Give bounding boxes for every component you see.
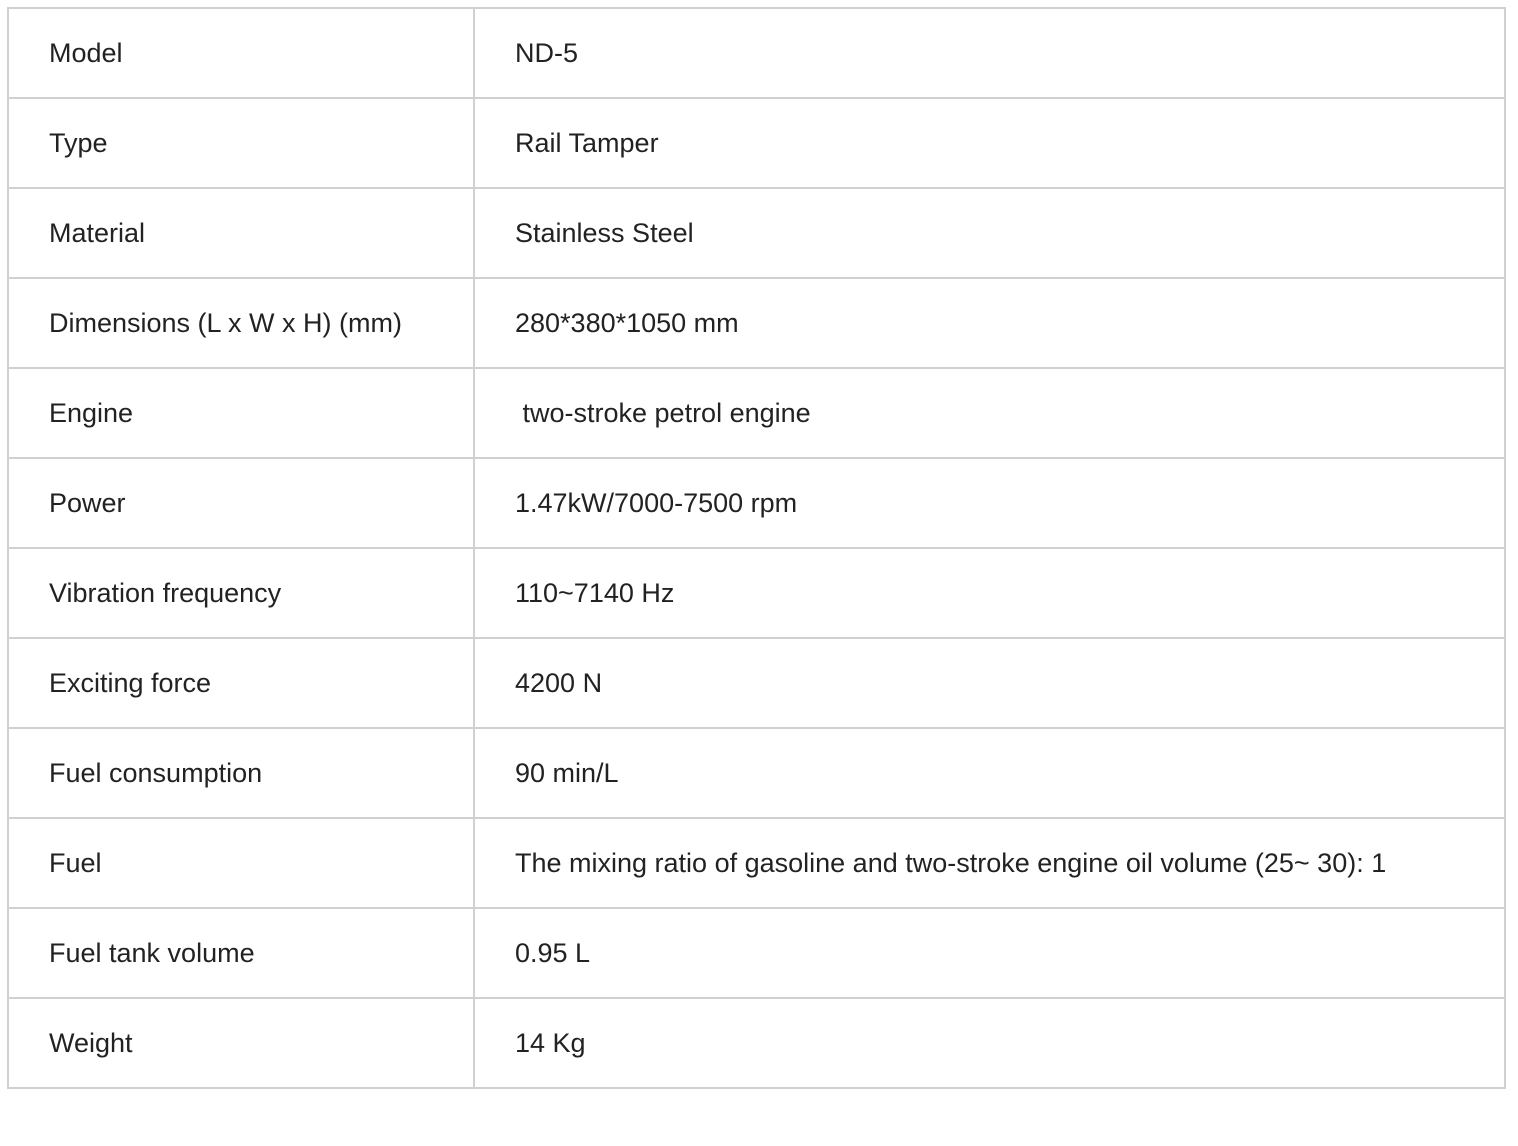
spec-value: 1.47kW/7000-7500 rpm	[474, 458, 1505, 548]
spec-value: 280*380*1050 mm	[474, 278, 1505, 368]
spec-label: Model	[8, 8, 474, 98]
table-row	[8, 908, 1505, 998]
table-row	[8, 818, 1505, 908]
table-row	[8, 188, 1505, 278]
spec-label: Fuel	[8, 818, 474, 908]
table-row	[8, 278, 1505, 368]
spec-value: 4200 N	[474, 638, 1505, 728]
spec-value: Stainless Steel	[474, 188, 1505, 278]
table-row	[8, 458, 1505, 548]
spec-label: Dimensions (L x W x H) (mm)	[8, 278, 474, 368]
spec-label: Power	[8, 458, 474, 548]
spec-value: 90 min/L	[474, 728, 1505, 818]
spec-label: Weight	[8, 998, 474, 1088]
spec-label: Vibration frequency	[8, 548, 474, 638]
table-row	[8, 98, 1505, 188]
table-row	[8, 8, 1505, 98]
table-row	[8, 998, 1505, 1088]
spec-label: Material	[8, 188, 474, 278]
spec-value: Rail Tamper	[474, 98, 1505, 188]
spec-value: ND-5	[474, 8, 1505, 98]
spec-value: 0.95 L	[474, 908, 1505, 998]
spec-label: Type	[8, 98, 474, 188]
table-row	[8, 548, 1505, 638]
spec-value: 14 Kg	[474, 998, 1505, 1088]
spec-value: two-stroke petrol engine	[474, 368, 1505, 458]
table-row	[8, 638, 1505, 728]
spec-label: Fuel tank volume	[8, 908, 474, 998]
spec-table	[7, 7, 1506, 1089]
spec-label: Engine	[8, 368, 474, 458]
spec-value: 110~7140 Hz	[474, 548, 1505, 638]
spec-value: The mixing ratio of gasoline and two-stroke engine oil volume (25~ 30): 1	[474, 818, 1505, 908]
spec-label: Exciting force	[8, 638, 474, 728]
table-row	[8, 368, 1505, 458]
spec-label: Fuel consumption	[8, 728, 474, 818]
table-row	[8, 728, 1505, 818]
